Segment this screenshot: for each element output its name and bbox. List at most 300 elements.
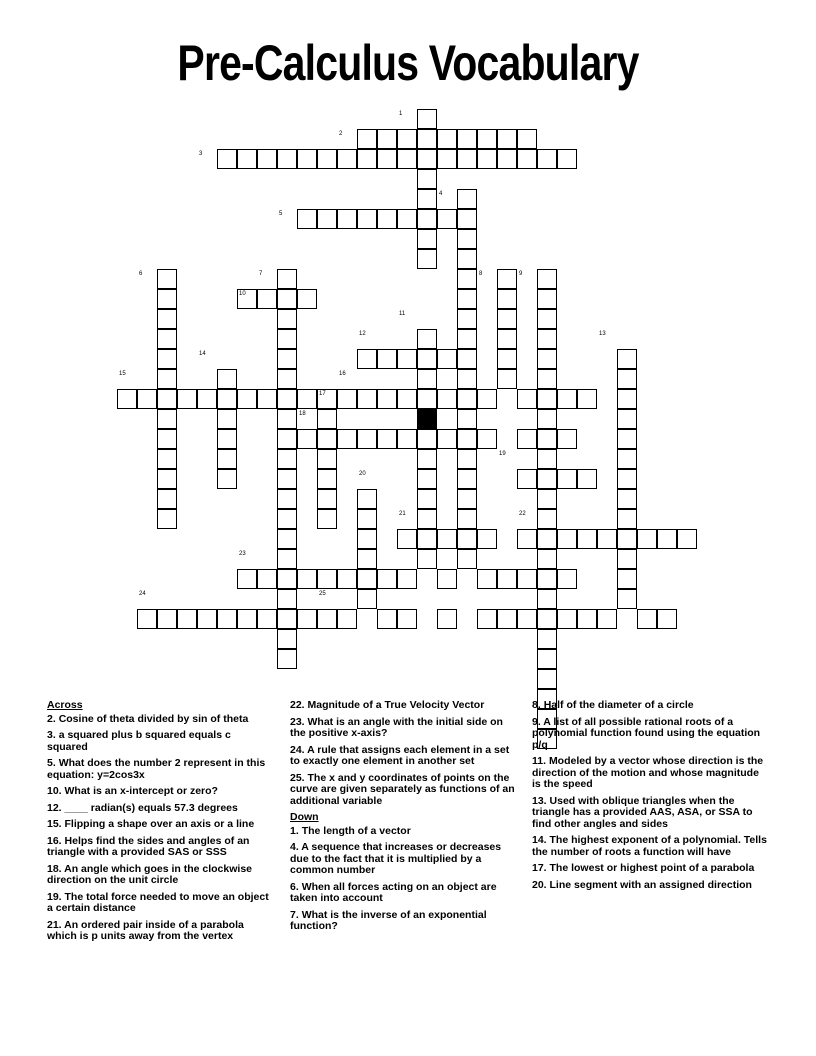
- grid-cell[interactable]: [277, 549, 297, 569]
- grid-cell[interactable]: [517, 129, 537, 149]
- grid-cell[interactable]: [277, 429, 297, 449]
- grid-cell[interactable]: [457, 529, 477, 549]
- grid-cell[interactable]: [517, 149, 537, 169]
- grid-cell[interactable]: [537, 489, 557, 509]
- grid-cell[interactable]: [277, 349, 297, 369]
- grid-cell[interactable]: [617, 549, 637, 569]
- grid-cell[interactable]: [397, 429, 417, 449]
- grid-cell[interactable]: [637, 609, 657, 629]
- clue-number-label: 12.: [47, 801, 65, 814]
- grid-cell[interactable]: [177, 609, 197, 629]
- grid-cell[interactable]: [597, 609, 617, 629]
- grid-cell[interactable]: [437, 609, 457, 629]
- grid-cell[interactable]: [217, 609, 237, 629]
- grid-cell[interactable]: [377, 209, 397, 229]
- grid-cell[interactable]: [477, 429, 497, 449]
- grid-cell[interactable]: [537, 509, 557, 529]
- grid-cell[interactable]: [157, 369, 177, 389]
- grid-cell[interactable]: [317, 449, 337, 469]
- grid-cell[interactable]: [397, 529, 417, 549]
- grid-cell[interactable]: [457, 249, 477, 269]
- grid-cell[interactable]: [457, 469, 477, 489]
- grid-cell[interactable]: [277, 509, 297, 529]
- down-clue: [290, 910, 520, 933]
- grid-cell[interactable]: [277, 289, 297, 309]
- across-heading: Across: [47, 699, 83, 711]
- grid-cell[interactable]: [217, 389, 237, 409]
- grid-cell[interactable]: [237, 609, 257, 629]
- grid-cell[interactable]: [217, 369, 237, 389]
- clue-number: 3: [199, 151, 203, 157]
- grid-cell[interactable]: [297, 289, 317, 309]
- grid-cell[interactable]: [417, 169, 437, 189]
- clue-text: ____ radian(s) equals 57.3 degrees: [64, 801, 238, 814]
- grid-cell[interactable]: [277, 369, 297, 389]
- grid-cell[interactable]: [617, 449, 637, 469]
- clue-number-label: 9.: [532, 715, 544, 728]
- grid-cell[interactable]: [257, 289, 277, 309]
- grid-cell[interactable]: [537, 549, 557, 569]
- clue-text: An angle which goes in the clockwise direction on the unit circle: [47, 862, 253, 886]
- grid-cell[interactable]: [457, 329, 477, 349]
- grid-cell[interactable]: [317, 489, 337, 509]
- grid-cell[interactable]: [497, 149, 517, 169]
- clue-text: What does the number 2 represent in this equation: y=2cos3x: [47, 757, 266, 781]
- clue-column-3: [532, 700, 767, 896]
- grid-cell[interactable]: [457, 149, 477, 169]
- grid-cell[interactable]: [497, 369, 517, 389]
- grid-cell[interactable]: [537, 269, 557, 289]
- grid-cell[interactable]: [337, 609, 357, 629]
- grid-cell[interactable]: [277, 149, 297, 169]
- grid-cell[interactable]: [537, 669, 557, 689]
- grid-cell[interactable]: [277, 309, 297, 329]
- grid-cell[interactable]: [157, 329, 177, 349]
- grid-cell[interactable]: [537, 149, 557, 169]
- grid-cell[interactable]: [157, 389, 177, 409]
- grid-cell[interactable]: [537, 649, 557, 669]
- clue-number: 12: [359, 331, 366, 337]
- grid-cell[interactable]: [537, 389, 557, 409]
- grid-cell[interactable]: [317, 409, 337, 429]
- grid-cell[interactable]: [457, 489, 477, 509]
- clue-text: a squared plus b squared equals c squared: [47, 729, 231, 753]
- grid-cell[interactable]: [677, 529, 697, 549]
- grid-cell[interactable]: [437, 569, 457, 589]
- grid-cell[interactable]: [497, 289, 517, 309]
- grid-cell[interactable]: [457, 509, 477, 529]
- grid-cell[interactable]: [457, 409, 477, 429]
- grid-cell[interactable]: [377, 389, 397, 409]
- grid-cell[interactable]: [417, 349, 437, 369]
- clue-text: Modeled by a vector whose direction is the direction of the motion and whose magnitude is the speed: [532, 755, 764, 790]
- grid-cell[interactable]: [457, 129, 477, 149]
- clue-number: 14: [199, 351, 206, 357]
- grid-cell[interactable]: [437, 129, 457, 149]
- grid-cell[interactable]: [357, 569, 377, 589]
- clue-text: A sequence that increases or decreases due to the fact that it is multiplied by a common number: [290, 841, 502, 876]
- clue-number-label: 17.: [532, 862, 550, 874]
- grid-cell[interactable]: [537, 589, 557, 609]
- grid-cell[interactable]: [497, 329, 517, 349]
- grid-cell[interactable]: [257, 569, 277, 589]
- clue-text: A rule that assigns each element in a set to exactly one element in another set: [290, 743, 510, 767]
- clue-number-label: 5.: [47, 757, 59, 769]
- grid-cell[interactable]: [357, 389, 377, 409]
- across-clue-list: [47, 714, 272, 943]
- grid-cell[interactable]: [577, 609, 597, 629]
- clue-text: What is an x-intercept or zero?: [64, 785, 218, 797]
- grid-cell[interactable]: [417, 489, 437, 509]
- across-clue: [47, 892, 272, 915]
- grid-cell[interactable]: [497, 569, 517, 589]
- grid-cell[interactable]: [157, 609, 177, 629]
- clue-number-label: 1.: [290, 824, 302, 837]
- clue-number-label: 19.: [47, 890, 65, 903]
- grid-cell[interactable]: [557, 469, 577, 489]
- grid-cell[interactable]: [437, 389, 457, 409]
- grid-cell[interactable]: [537, 629, 557, 649]
- grid-cell[interactable]: [417, 529, 437, 549]
- grid-cell[interactable]: [417, 369, 437, 389]
- grid-cell[interactable]: [277, 409, 297, 429]
- across-clue: [47, 864, 272, 887]
- grid-cell[interactable]: [617, 369, 637, 389]
- across-clue: [290, 773, 520, 808]
- clue-number: 2: [339, 131, 343, 137]
- grid-cell[interactable]: [157, 469, 177, 489]
- grid-cell[interactable]: [597, 529, 617, 549]
- grid-cell[interactable]: [317, 609, 337, 629]
- grid-cell[interactable]: [517, 469, 537, 489]
- grid-cell[interactable]: [477, 569, 497, 589]
- grid-cell[interactable]: [377, 149, 397, 169]
- grid-cell[interactable]: [277, 529, 297, 549]
- clue-text: The x and y coordinates of points on the curve are given separately as functions of an additional variable: [290, 771, 515, 807]
- grid-cell[interactable]: [377, 129, 397, 149]
- grid-cell[interactable]: [577, 389, 597, 409]
- grid-cell[interactable]: [457, 369, 477, 389]
- grid-cell[interactable]: [497, 269, 517, 289]
- grid-cell[interactable]: [417, 449, 437, 469]
- grid-cell[interactable]: [137, 609, 157, 629]
- grid-cell[interactable]: [557, 529, 577, 549]
- down-clue-list: [290, 826, 520, 933]
- grid-cell[interactable]: [417, 229, 437, 249]
- grid-cell[interactable]: [617, 509, 637, 529]
- grid-cell[interactable]: [537, 329, 557, 349]
- grid-cell[interactable]: [517, 569, 537, 589]
- grid-cell[interactable]: [257, 149, 277, 169]
- grid-cell[interactable]: [457, 289, 477, 309]
- grid-cell[interactable]: [277, 449, 297, 469]
- grid-cell[interactable]: [537, 449, 557, 469]
- grid-cell[interactable]: [557, 389, 577, 409]
- grid-cell[interactable]: [297, 609, 317, 629]
- clue-text: An ordered pair inside of a parabola which is p units away from the vertex: [47, 918, 244, 942]
- grid-cell[interactable]: [317, 209, 337, 229]
- grid-cell[interactable]: [417, 249, 437, 269]
- grid-cell[interactable]: [277, 609, 297, 629]
- grid-cell[interactable]: [617, 469, 637, 489]
- grid-cell[interactable]: [277, 629, 297, 649]
- grid-cell[interactable]: [397, 609, 417, 629]
- down-clue: [532, 796, 767, 831]
- grid-cell[interactable]: [357, 489, 377, 509]
- grid-cell[interactable]: [417, 109, 437, 129]
- across-clue: [47, 836, 272, 859]
- grid-cell[interactable]: [357, 529, 377, 549]
- grid-cell[interactable]: [357, 129, 377, 149]
- grid-cell[interactable]: [557, 569, 577, 589]
- across-clue: [47, 803, 272, 815]
- grid-cell[interactable]: [497, 609, 517, 629]
- grid-cell[interactable]: [277, 469, 297, 489]
- clue-number-label: 13.: [532, 794, 550, 807]
- grid-cell[interactable]: [377, 429, 397, 449]
- grid-cell[interactable]: [217, 149, 237, 169]
- grid-cell[interactable]: [617, 569, 637, 589]
- grid-cell[interactable]: [357, 549, 377, 569]
- grid-cell[interactable]: [397, 569, 417, 589]
- grid-cell[interactable]: [397, 209, 417, 229]
- grid-cell[interactable]: [157, 309, 177, 329]
- grid-cell[interactable]: [237, 389, 257, 409]
- grid-cell[interactable]: [137, 389, 157, 409]
- down-heading: Down: [290, 811, 319, 823]
- grid-cell[interactable]: [617, 529, 637, 549]
- grid-cell[interactable]: [537, 349, 557, 369]
- grid-cell[interactable]: [417, 129, 437, 149]
- grid-cell[interactable]: [537, 429, 557, 449]
- grid-cell[interactable]: [157, 509, 177, 529]
- grid-cell[interactable]: [297, 149, 317, 169]
- grid-cell[interactable]: [477, 389, 497, 409]
- grid-cell[interactable]: [277, 649, 297, 669]
- grid-cell[interactable]: [337, 149, 357, 169]
- grid-cell[interactable]: [657, 529, 677, 549]
- grid-cell[interactable]: [277, 269, 297, 289]
- grid-cell[interactable]: [537, 529, 557, 549]
- clue-number-label: 20.: [532, 878, 550, 891]
- puzzle-title: Pre-Calculus Vocabulary: [177, 35, 639, 91]
- grid-cell[interactable]: [517, 429, 537, 449]
- grid-cell[interactable]: [317, 469, 337, 489]
- clue-number: 19: [499, 451, 506, 457]
- grid-cell[interactable]: [217, 449, 237, 469]
- grid-cell[interactable]: [537, 409, 557, 429]
- grid-cell[interactable]: [357, 589, 377, 609]
- clue-number-label: 22.: [290, 699, 308, 711]
- grid-cell[interactable]: [577, 529, 597, 549]
- grid-cell[interactable]: [457, 449, 477, 469]
- black-cell: [417, 409, 437, 429]
- grid-cell[interactable]: [397, 149, 417, 169]
- grid-cell[interactable]: [557, 429, 577, 449]
- grid-cell[interactable]: [357, 429, 377, 449]
- grid-cell[interactable]: [537, 369, 557, 389]
- clue-number-label: 24.: [290, 743, 308, 756]
- down-clue: [290, 882, 520, 905]
- grid-cell[interactable]: [457, 349, 477, 369]
- grid-cell[interactable]: [517, 389, 537, 409]
- grid-cell[interactable]: [497, 309, 517, 329]
- grid-cell[interactable]: [457, 209, 477, 229]
- grid-cell[interactable]: [517, 529, 537, 549]
- clue-column-2: [290, 700, 520, 938]
- grid-cell[interactable]: [277, 329, 297, 349]
- grid-cell[interactable]: [157, 349, 177, 369]
- grid-cell[interactable]: [577, 469, 597, 489]
- grid-cell[interactable]: [317, 149, 337, 169]
- grid-cell[interactable]: [337, 429, 357, 449]
- grid-cell[interactable]: [257, 389, 277, 409]
- grid-cell[interactable]: [317, 569, 337, 589]
- grid-cell[interactable]: [317, 509, 337, 529]
- grid-cell[interactable]: [157, 269, 177, 289]
- clue-number-label: 2.: [47, 712, 59, 725]
- grid-cell[interactable]: [457, 269, 477, 289]
- clue-text: Half of the diameter of a circle: [543, 699, 694, 711]
- grid-cell[interactable]: [617, 389, 637, 409]
- grid-cell[interactable]: [617, 349, 637, 369]
- across-clue: [47, 819, 272, 831]
- grid-cell[interactable]: [357, 349, 377, 369]
- grid-cell[interactable]: [177, 389, 197, 409]
- grid-cell[interactable]: [417, 549, 437, 569]
- grid-cell[interactable]: [637, 529, 657, 549]
- grid-cell[interactable]: [617, 409, 637, 429]
- grid-cell[interactable]: [617, 489, 637, 509]
- grid-cell[interactable]: [297, 429, 317, 449]
- grid-cell[interactable]: [537, 309, 557, 329]
- grid-cell[interactable]: [377, 349, 397, 369]
- grid-cell[interactable]: [297, 389, 317, 409]
- grid-cell[interactable]: [277, 589, 297, 609]
- grid-cell[interactable]: [157, 429, 177, 449]
- grid-cell[interactable]: [377, 609, 397, 629]
- across-clue: [47, 786, 272, 798]
- grid-cell[interactable]: [357, 509, 377, 529]
- down-clue: [532, 863, 767, 875]
- grid-cell[interactable]: [477, 529, 497, 549]
- clue-number: 5: [279, 211, 283, 217]
- grid-cell[interactable]: [437, 149, 457, 169]
- grid-cell[interactable]: [477, 149, 497, 169]
- grid-cell[interactable]: [457, 189, 477, 209]
- grid-cell[interactable]: [417, 329, 437, 349]
- grid-cell[interactable]: [197, 609, 217, 629]
- grid-cell[interactable]: [217, 469, 237, 489]
- grid-cell[interactable]: [417, 509, 437, 529]
- grid-cell[interactable]: [157, 289, 177, 309]
- grid-cell[interactable]: [357, 209, 377, 229]
- grid-cell[interactable]: [417, 429, 437, 449]
- grid-cell[interactable]: [437, 209, 457, 229]
- grid-cell[interactable]: [397, 349, 417, 369]
- grid-cell[interactable]: [537, 289, 557, 309]
- grid-cell[interactable]: [237, 149, 257, 169]
- grid-cell[interactable]: [257, 609, 277, 629]
- clue-number: 18: [299, 411, 306, 417]
- grid-cell[interactable]: [617, 429, 637, 449]
- grid-cell[interactable]: [157, 489, 177, 509]
- grid-cell[interactable]: [357, 149, 377, 169]
- grid-cell[interactable]: [517, 609, 537, 629]
- grid-cell[interactable]: [237, 569, 257, 589]
- grid-cell[interactable]: [457, 309, 477, 329]
- grid-cell[interactable]: [657, 609, 677, 629]
- grid-cell[interactable]: [417, 149, 437, 169]
- grid-cell[interactable]: [157, 409, 177, 429]
- grid-cell[interactable]: [417, 189, 437, 209]
- across-clue-list-continued: [290, 700, 520, 807]
- grid-cell[interactable]: [117, 389, 137, 409]
- grid-cell[interactable]: [557, 609, 577, 629]
- clue-number: 24: [139, 591, 146, 597]
- grid-cell[interactable]: [537, 609, 557, 629]
- down-clue: [532, 880, 767, 892]
- clue-number: 15: [119, 371, 126, 377]
- grid-cell[interactable]: [337, 209, 357, 229]
- grid-cell[interactable]: [397, 129, 417, 149]
- clue-number-label: 7.: [290, 908, 302, 921]
- grid-cell[interactable]: [417, 389, 437, 409]
- grid-cell[interactable]: [297, 209, 317, 229]
- grid-cell[interactable]: [537, 569, 557, 589]
- grid-cell[interactable]: [417, 209, 437, 229]
- grid-cell[interactable]: [217, 429, 237, 449]
- grid-cell[interactable]: [437, 429, 457, 449]
- grid-cell[interactable]: [477, 129, 497, 149]
- grid-cell[interactable]: [337, 569, 357, 589]
- grid-cell[interactable]: [617, 589, 637, 609]
- grid-cell[interactable]: [197, 389, 217, 409]
- grid-cell[interactable]: [397, 389, 417, 409]
- grid-cell[interactable]: [497, 129, 517, 149]
- grid-cell[interactable]: [457, 549, 477, 569]
- grid-cell[interactable]: [217, 409, 237, 429]
- grid-cell[interactable]: [417, 469, 437, 489]
- grid-cell[interactable]: [437, 349, 457, 369]
- grid-cell[interactable]: [497, 349, 517, 369]
- grid-cell[interactable]: [157, 449, 177, 469]
- grid-cell[interactable]: [277, 489, 297, 509]
- grid-cell[interactable]: [457, 229, 477, 249]
- down-clue: [532, 717, 767, 752]
- clue-text: Flipping a shape over an axis or a line: [64, 818, 255, 830]
- grid-cell[interactable]: [277, 389, 297, 409]
- grid-cell[interactable]: [297, 569, 317, 589]
- clue-number-label: 6.: [290, 880, 302, 893]
- grid-cell[interactable]: [457, 429, 477, 449]
- grid-cell[interactable]: [377, 569, 397, 589]
- clue-number-label: 4.: [290, 841, 302, 853]
- grid-cell[interactable]: [277, 569, 297, 589]
- clue-number-label: 21.: [47, 918, 65, 931]
- grid-cell[interactable]: [557, 149, 577, 169]
- grid-cell[interactable]: [477, 609, 497, 629]
- grid-cell[interactable]: [437, 529, 457, 549]
- grid-cell[interactable]: [537, 469, 557, 489]
- clue-text: The total force needed to move an object a certain distance: [47, 890, 269, 914]
- clue-number: 1: [399, 111, 403, 117]
- grid-cell[interactable]: [337, 389, 357, 409]
- clue-column-1: [47, 700, 272, 948]
- grid-cell[interactable]: [457, 389, 477, 409]
- grid-cell[interactable]: [317, 429, 337, 449]
- clue-number-label: 16.: [47, 834, 65, 847]
